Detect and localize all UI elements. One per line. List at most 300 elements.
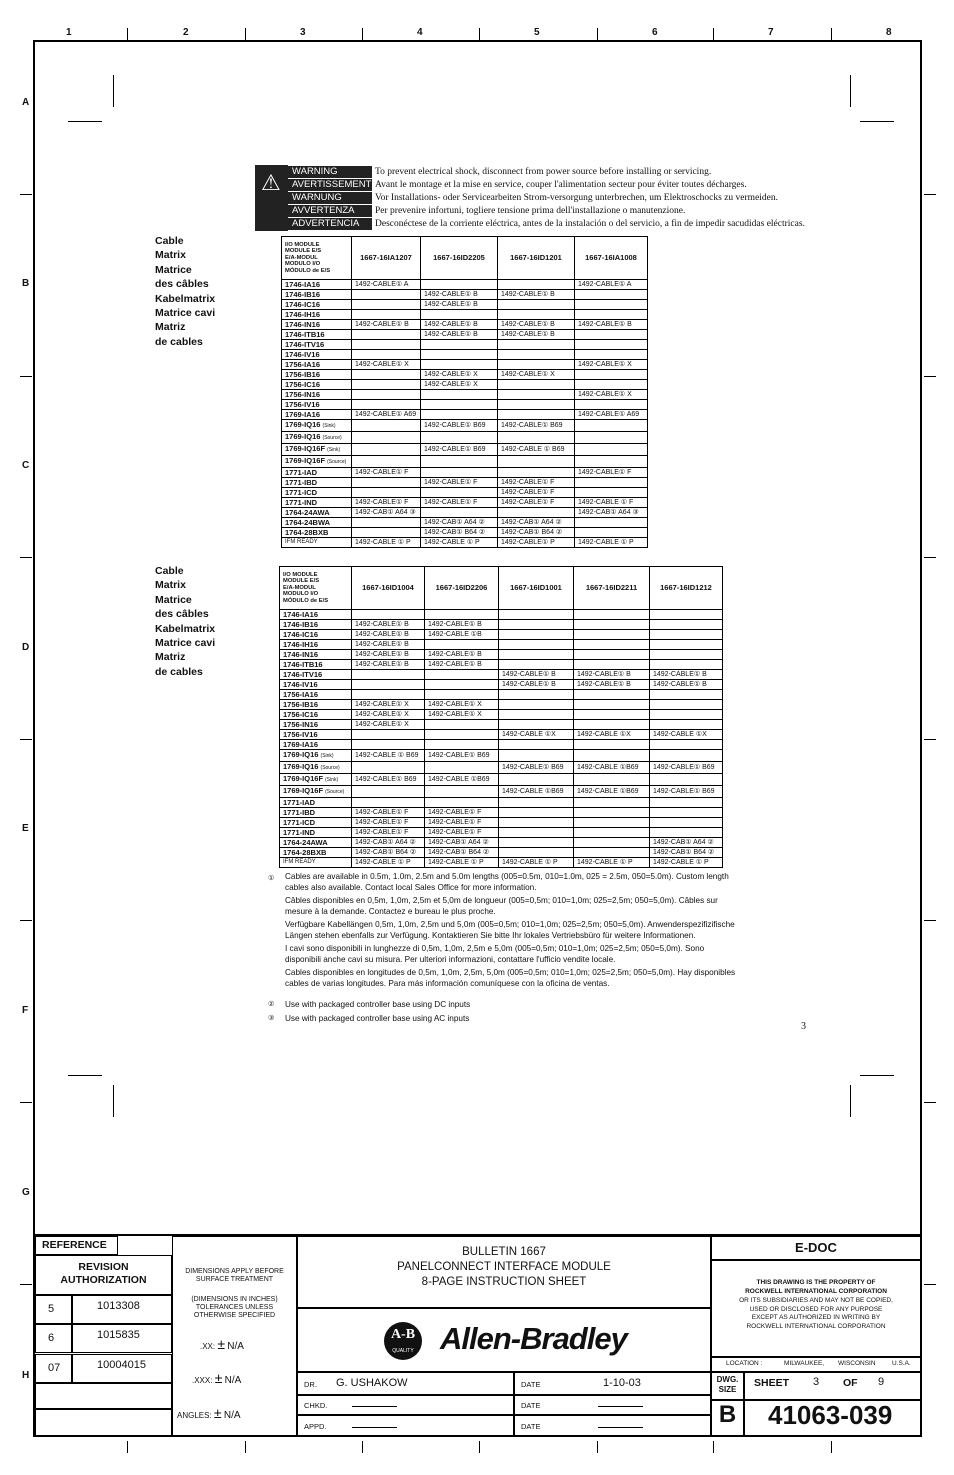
warning-label: WARNUNG bbox=[288, 192, 372, 204]
cable-matrix-table-2 bbox=[279, 566, 723, 868]
table-row-label: 1764-28BXB bbox=[282, 528, 352, 538]
table-cell bbox=[575, 310, 648, 320]
table-row-label: 1746-IH16 bbox=[280, 640, 352, 650]
table-cell: 1492-CABLE① B bbox=[421, 320, 498, 330]
table-cell bbox=[352, 670, 425, 680]
table-cell bbox=[352, 740, 425, 750]
sheet-total: 9 bbox=[878, 1376, 885, 1388]
zone-row-G: G bbox=[22, 1187, 30, 1198]
table-cell: 1492-CAB① A64 ③ bbox=[575, 508, 648, 518]
warning-row bbox=[288, 191, 778, 204]
table-cell bbox=[650, 630, 723, 640]
table-cell bbox=[352, 432, 421, 444]
table-cell bbox=[574, 710, 650, 720]
footnote-1-paragraph: I cavi sono disponibili in lunghezze di 0,5m, 1,0m, 2,5m e 5,0m (005=0,5m; 010=1,0m; 025=2,5m; 050=5,0m). Sono disponibili anche cavi su misura. Per ulteriori informazioni, contattare l'ufficio vendite locale. bbox=[285, 944, 705, 964]
revision-number: 07 bbox=[48, 1362, 61, 1374]
table-cell: 1492-CABLE ① P bbox=[352, 858, 425, 868]
table-row bbox=[280, 848, 723, 858]
warning-label: AVERTISSEMENT bbox=[288, 179, 372, 191]
chkd-label: CHKD. bbox=[304, 1401, 328, 1410]
footnote-1-paragraph: Cables are available in 0.5m, 1.0m, 2.5m and 5.0m lengths (005=0.5m, 010=1.0m, 025 = 2.5m, 050=5.0m). Custom length cables also available. Contact local Sales Office for more information. bbox=[285, 872, 729, 892]
table-cell bbox=[650, 808, 723, 818]
dimensions-note: DIMENSIONS APPLY BEFORE SURFACE TREATMENT bbox=[185, 1268, 284, 1283]
table-cell: 1492-CABLE① X bbox=[352, 360, 421, 370]
table-cell bbox=[575, 350, 648, 360]
footnote-1-paragraph: Câbles disponibles en 0,5m, 1,0m, 2,5m et 5,0m de longueur (005=0,5m; 010=1,0m; 025=2,5m; 050=5,0m). Câbles sur mesure à la demande. Contactez e bureau le plus proche. bbox=[285, 896, 718, 916]
table-row-label: 1769-IQ16 (Sink) bbox=[280, 750, 352, 762]
table-cell: 1492-CABLE① X bbox=[352, 700, 425, 710]
table-cell bbox=[421, 468, 498, 478]
table-cell bbox=[574, 700, 650, 710]
table-row-label: 1769-IQ16F (Source) bbox=[280, 786, 352, 798]
table-column-header: 1667-16IA1008 bbox=[575, 237, 648, 280]
table-cell bbox=[352, 420, 421, 432]
table-column-header: 1667-16ID1004 bbox=[352, 567, 425, 610]
table-row bbox=[280, 650, 723, 660]
table-row bbox=[280, 762, 723, 774]
dwg-size-label: DWG. SIZE bbox=[716, 1375, 739, 1394]
table-cell: 1492-CABLE① X bbox=[421, 380, 498, 390]
table-column-header: 1667-16IA1207 bbox=[352, 237, 421, 280]
table-cell bbox=[499, 838, 574, 848]
table-cell bbox=[352, 610, 425, 620]
table-cell bbox=[498, 468, 575, 478]
table-cell: 1492-CABLE① P bbox=[498, 538, 575, 548]
table-cell: 1492-CABLE① B bbox=[352, 660, 425, 670]
table-cell bbox=[352, 690, 425, 700]
table-row bbox=[280, 640, 723, 650]
table-row-label: 1746-ITB16 bbox=[282, 330, 352, 340]
table-row-label: 1764-24BWA bbox=[282, 518, 352, 528]
table-row-label: 1771-IND bbox=[280, 828, 352, 838]
table-cell bbox=[575, 400, 648, 410]
table-row bbox=[282, 370, 648, 380]
table-cell: 1492-CABLE① F bbox=[421, 498, 498, 508]
zone-column-1: 1 bbox=[66, 27, 72, 38]
table-row bbox=[280, 710, 723, 720]
table-cell bbox=[421, 410, 498, 420]
footnotes bbox=[268, 872, 738, 1027]
table-cell: 1492-CABLE① B69 bbox=[499, 762, 574, 774]
table-cell: 1492-CABLE① F bbox=[425, 808, 499, 818]
table-cell bbox=[352, 456, 421, 468]
table-cell bbox=[352, 330, 421, 340]
table-cell: 1492-CAB① B64 ② bbox=[421, 528, 498, 538]
table-cell: 1492-CABLE ①X bbox=[650, 730, 723, 740]
page-number: 3 bbox=[801, 1021, 806, 1032]
table-cell: 1492-CABLE ①B69 bbox=[425, 774, 499, 786]
table-cell bbox=[574, 750, 650, 762]
table-cell: 1492-CABLE① F bbox=[352, 808, 425, 818]
table-row-label: 1769-IA16 bbox=[280, 740, 352, 750]
table-cell: 1492-CABLE① B bbox=[650, 670, 723, 680]
table-row bbox=[280, 798, 723, 808]
table-cell bbox=[574, 838, 650, 848]
table-cell: 1492-CABLE① B bbox=[421, 330, 498, 340]
revision-authorization-label: REVISION AUTHORIZATION bbox=[60, 1261, 147, 1286]
zone-row-E: E bbox=[22, 823, 29, 834]
table-cell: 1492-CABLE① B bbox=[575, 320, 648, 330]
footnote-1-paragraph: Cables disponibles en longitudes de 0,5m, 1,0m, 2,5m, 5,0m (005=0,5m; 010=1,0m; 025=2,5m; 050=5,0m). Hay disponibles cables de varias longitudes. Para más información comuníquese con la oficina de ventas. bbox=[285, 968, 736, 988]
table-row-label: IFM READY bbox=[280, 858, 352, 868]
tol-angles-value: N/A bbox=[223, 1410, 241, 1421]
revision-authorization: 1013308 bbox=[97, 1300, 140, 1312]
date-label: DATE bbox=[521, 1422, 541, 1431]
table-cell bbox=[352, 350, 421, 360]
table-cell: 1492-CAB① B64 ② bbox=[352, 848, 425, 858]
table-cell: 1492-CABLE ① P bbox=[575, 538, 648, 548]
table-cell bbox=[421, 360, 498, 370]
table-cell bbox=[421, 432, 498, 444]
table-cell bbox=[352, 310, 421, 320]
table-cell: 1492-CABLE ① F bbox=[575, 498, 648, 508]
table-cell: 1492-CABLE① B bbox=[421, 300, 498, 310]
table-cell: 1492-CABLE① B69 bbox=[650, 786, 723, 798]
table-cell bbox=[575, 380, 648, 390]
table-cell bbox=[352, 444, 421, 456]
tol-xx-label: .XX: bbox=[200, 1342, 216, 1351]
table-cell bbox=[498, 340, 575, 350]
zone-column-6: 6 bbox=[652, 27, 658, 38]
table-cell: 1492-CAB① A64 ② bbox=[650, 838, 723, 848]
table-cell: 1492-CABLE① F bbox=[352, 468, 421, 478]
table-cell bbox=[650, 740, 723, 750]
table-cell bbox=[650, 828, 723, 838]
table-cell bbox=[574, 650, 650, 660]
table-row-label: 1756-IN16 bbox=[280, 720, 352, 730]
table-row-label: 1769-IQ16F (Source) bbox=[282, 456, 352, 468]
table-row bbox=[282, 538, 648, 548]
zone-row-B: B bbox=[22, 278, 30, 289]
table-cell bbox=[425, 786, 499, 798]
table-cell bbox=[425, 610, 499, 620]
table-header-io-module: I/O MODULE MODULE E/S E/A-MODUL MODULO I/O MÓDULO de E/S bbox=[282, 237, 352, 280]
dr-label: DR. bbox=[304, 1380, 317, 1389]
dwg-size-value: B bbox=[718, 1401, 737, 1428]
table-cell bbox=[352, 786, 425, 798]
table-column-header: 1667-16ID2211 bbox=[574, 567, 650, 610]
table-cell bbox=[650, 720, 723, 730]
table-row-label: 1771-IAD bbox=[282, 468, 352, 478]
table-cell bbox=[352, 400, 421, 410]
table-cell: 1492-CABLE ①X bbox=[499, 730, 574, 740]
table-cell: 1492-CAB① B64 ② bbox=[425, 848, 499, 858]
table-cell: 1492-CABLE① B bbox=[499, 680, 574, 690]
zone-column-7: 7 bbox=[768, 27, 774, 38]
table-cell: 1492-CABLE① F bbox=[352, 828, 425, 838]
location-label: LOCATION : bbox=[726, 1360, 763, 1367]
table-cell bbox=[499, 750, 574, 762]
table-row bbox=[282, 498, 648, 508]
table-cell bbox=[498, 400, 575, 410]
table-cell: 1492-CABLE① X bbox=[352, 710, 425, 720]
table-cell bbox=[425, 762, 499, 774]
footnote-1-paragraph: Verfügbare Kabellängen 0,5m, 1,0m, 2,5m und 5,0m (005=0,5m; 010=1,0m; 025=2,5m; 050=5,0m). Anwenderspezifizifische Längen stehen ebenfalls zur Verfügung. Kontaktieren Sie bitte Ihr lokales Vertriebsbüro für weitere Informationen. bbox=[285, 920, 735, 940]
table-row-label: 1769-IA16 bbox=[282, 410, 352, 420]
table-row-label: 1746-IV16 bbox=[282, 350, 352, 360]
table-cell bbox=[650, 620, 723, 630]
table-cell: 1492-CABLE ①B69 bbox=[499, 786, 574, 798]
table-cell bbox=[352, 528, 421, 538]
table-row-label: 1746-ITV16 bbox=[280, 670, 352, 680]
table-row bbox=[282, 360, 648, 370]
table-column-header: 1667-16ID1201 bbox=[498, 237, 575, 280]
table-cell: 1492-CABLE① A bbox=[352, 280, 421, 290]
table-cell bbox=[498, 410, 575, 420]
table-row-label: 1764-24AWA bbox=[280, 838, 352, 848]
table-cell bbox=[575, 290, 648, 300]
table-cell bbox=[575, 488, 648, 498]
table-cell bbox=[352, 518, 421, 528]
table-row bbox=[280, 630, 723, 640]
property-notice-bold: THIS DRAWING IS THE PROPERTY OF ROCKWELL INTERNATIONAL CORPORATION bbox=[745, 1279, 887, 1295]
table-cell bbox=[650, 750, 723, 762]
table-cell: 1492-CABLE① B69 bbox=[421, 420, 498, 432]
table-cell bbox=[574, 660, 650, 670]
table-cell: 1492-CABLE① B bbox=[352, 640, 425, 650]
edoc-label: E-DOC bbox=[795, 1240, 837, 1255]
table-cell: 1492-CAB① B64 ② bbox=[498, 528, 575, 538]
table-cell: 1492-CABLE① A69 bbox=[575, 410, 648, 420]
table-cell bbox=[498, 432, 575, 444]
table-row-label: 1746-IN16 bbox=[282, 320, 352, 330]
table-cell bbox=[498, 380, 575, 390]
tol-xxx-label: .XXX: bbox=[192, 1376, 213, 1385]
table-row bbox=[282, 350, 648, 360]
table-cell bbox=[425, 640, 499, 650]
table-cell bbox=[499, 650, 574, 660]
table-row-label: 1746-IB16 bbox=[282, 290, 352, 300]
table-cell bbox=[650, 640, 723, 650]
table-cell bbox=[575, 370, 648, 380]
table-cell: 1492-CABLE① X bbox=[425, 710, 499, 720]
table-row bbox=[282, 340, 648, 350]
plus-minus-icon: ± bbox=[214, 1370, 223, 1386]
zone-row-F: F bbox=[22, 1005, 29, 1016]
table-row bbox=[280, 750, 723, 762]
warning-text: Per prevenire infortuni, togliere tensione prima dell'installazione o manutenzione. bbox=[375, 205, 686, 216]
table-cell bbox=[575, 432, 648, 444]
table-cell: 1492-CABLE① B69 bbox=[650, 762, 723, 774]
table-cell bbox=[575, 528, 648, 538]
table-row bbox=[280, 700, 723, 710]
table-cell bbox=[498, 280, 575, 290]
table-cell bbox=[425, 690, 499, 700]
table-cell bbox=[575, 340, 648, 350]
revision-authorization: 10004015 bbox=[97, 1359, 146, 1371]
table-row bbox=[282, 468, 648, 478]
table-cell bbox=[574, 720, 650, 730]
table-cell bbox=[650, 660, 723, 670]
table-cell bbox=[574, 848, 650, 858]
bulletin-line-1: BULLETIN 1667 bbox=[462, 1246, 546, 1258]
table-row bbox=[282, 330, 648, 340]
table-cell bbox=[421, 350, 498, 360]
table-cell bbox=[498, 350, 575, 360]
sheet-number: 3 bbox=[813, 1376, 820, 1388]
table-cell: 1492-CABLE ① P bbox=[421, 538, 498, 548]
table-cell: 1492-CABLE① B bbox=[574, 670, 650, 680]
zone-row-H: H bbox=[22, 1370, 30, 1381]
table-cell bbox=[650, 710, 723, 720]
table-row-label: 1746-IV16 bbox=[280, 680, 352, 690]
cable-matrix-table-1 bbox=[281, 236, 648, 548]
table-row bbox=[282, 456, 648, 468]
table-cell: 1492-CABLE① B bbox=[425, 650, 499, 660]
tol-xx-value: N/A bbox=[227, 1341, 244, 1352]
table-cell: 1492-CABLE① B bbox=[574, 680, 650, 690]
table-cell bbox=[650, 798, 723, 808]
table-row bbox=[282, 488, 648, 498]
table-cell bbox=[499, 818, 574, 828]
table-cell: 1492-CABLE① X bbox=[421, 370, 498, 380]
table-cell bbox=[575, 478, 648, 488]
warning-icon: ⚠ bbox=[255, 165, 288, 231]
table-row-label: 1769-IQ16 (Source) bbox=[280, 762, 352, 774]
table-cell bbox=[499, 700, 574, 710]
tol-xxx-value: N/A bbox=[224, 1375, 242, 1386]
table-cell bbox=[352, 680, 425, 690]
table-cell bbox=[352, 370, 421, 380]
table-cell bbox=[352, 762, 425, 774]
table-row bbox=[280, 660, 723, 670]
date-label: DATE bbox=[521, 1401, 541, 1410]
tolerances-note: (DIMENSIONS IN INCHES) TOLERANCES UNLESS OTHERWISE SPECIFIED bbox=[191, 1296, 278, 1319]
table-cell: 1492-CABLE① F bbox=[498, 498, 575, 508]
table-row-label: 1756-IC16 bbox=[282, 380, 352, 390]
table-cell: 1492-CABLE ① P bbox=[499, 858, 574, 868]
table-cell: 1492-CABLE ①B bbox=[425, 630, 499, 640]
table-cell: 1492-CABLE ① P bbox=[574, 858, 650, 868]
table-row bbox=[280, 690, 723, 700]
table-cell: 1492-CABLE ① P bbox=[352, 538, 421, 548]
zone-column-8: 8 bbox=[886, 27, 892, 38]
table-cell bbox=[575, 300, 648, 310]
table-cell bbox=[352, 290, 421, 300]
table-cell: 1492-CABLE① F bbox=[498, 478, 575, 488]
table-cell: 1492-CABLE① B69 bbox=[421, 444, 498, 456]
table-cell bbox=[425, 740, 499, 750]
table-cell: 1492-CABLE① B bbox=[498, 290, 575, 300]
table-row-label: 1746-IA16 bbox=[282, 280, 352, 290]
table-cell: 1492-CABLE① F bbox=[421, 478, 498, 488]
table-cell: 1492-CABLE① B bbox=[498, 330, 575, 340]
date-value: 1-10-03 bbox=[603, 1377, 641, 1389]
property-notice: OR ITS SUBSIDIARIES AND MAY NOT BE COPIED, USED OR DISCLOSED FOR ANY PURPOSE EXCEPT AS AUTHORIZED IN WRITING BY ROCKWELL INTERNATIONAL CORPORATION bbox=[739, 1297, 893, 1330]
table-cell bbox=[352, 730, 425, 740]
table-row bbox=[280, 740, 723, 750]
table-cell bbox=[421, 400, 498, 410]
table-row bbox=[282, 410, 648, 420]
location-city: MILWAUKEE, bbox=[784, 1360, 825, 1367]
table-row-label: 1769-IQ16F (Sink) bbox=[282, 444, 352, 456]
table-row-label: 1771-IND bbox=[282, 498, 352, 508]
table-column-header: 1667-16ID1212 bbox=[650, 567, 723, 610]
table-cell: 1492-CABLE① B69 bbox=[352, 774, 425, 786]
table-cell bbox=[574, 808, 650, 818]
table-cell bbox=[421, 456, 498, 468]
table-cell bbox=[352, 798, 425, 808]
table-row-label: 1769-IQ16 (Sink) bbox=[282, 420, 352, 432]
table-column-header: 1667-16ID1001 bbox=[499, 567, 574, 610]
table-cell bbox=[499, 848, 574, 858]
of-label: OF bbox=[843, 1377, 858, 1389]
table-cell bbox=[650, 774, 723, 786]
table-cell: 1492-CAB① B64 ② bbox=[650, 848, 723, 858]
table-cell: 1492-CABLE ①B69 bbox=[574, 762, 650, 774]
table-cell: 1492-CABLE ① P bbox=[425, 858, 499, 868]
table-cell: 1492-CABLE① B bbox=[352, 320, 421, 330]
table-cell bbox=[574, 630, 650, 640]
table-row bbox=[282, 390, 648, 400]
warning-row bbox=[288, 178, 747, 191]
table-row bbox=[282, 444, 648, 456]
table-cell bbox=[421, 508, 498, 518]
table-cell bbox=[498, 360, 575, 370]
table-row bbox=[280, 858, 723, 868]
table-row-label: 1764-24AWA bbox=[282, 508, 352, 518]
table-cell bbox=[574, 818, 650, 828]
table-cell bbox=[421, 280, 498, 290]
drawn-by: G. USHAKOW bbox=[336, 1377, 408, 1389]
bulletin-line-2: PANELCONNECT INTERFACE MODULE bbox=[397, 1261, 611, 1273]
table-row-label: 1746-IB16 bbox=[280, 620, 352, 630]
table-cell bbox=[499, 808, 574, 818]
table-row bbox=[280, 610, 723, 620]
brand-name: Allen-Bradley bbox=[440, 1321, 627, 1356]
table-cell bbox=[425, 670, 499, 680]
table-cell bbox=[499, 720, 574, 730]
table-row-label: 1756-IA16 bbox=[280, 690, 352, 700]
table-cell: 1492-CABLE① B bbox=[498, 320, 575, 330]
table-row bbox=[282, 380, 648, 390]
table-cell bbox=[421, 488, 498, 498]
zone-row-D: D bbox=[22, 642, 30, 653]
table-cell: 1492-CABLE① B bbox=[425, 660, 499, 670]
table-cell bbox=[499, 740, 574, 750]
footnote-2: Use with packaged controller base using DC inputs bbox=[285, 1000, 471, 1009]
footnote-3-mark: ③ bbox=[268, 1014, 275, 1022]
table-cell: 1492-CAB① A64 ③ bbox=[352, 508, 421, 518]
table-row bbox=[280, 808, 723, 818]
location-country: U.S.A. bbox=[892, 1360, 911, 1367]
table-cell bbox=[499, 610, 574, 620]
table-row-label: 1746-IC16 bbox=[280, 630, 352, 640]
table-row bbox=[282, 518, 648, 528]
appd-label: APPD. bbox=[304, 1422, 327, 1431]
allen-bradley-logo-icon: A-B QUALITY bbox=[384, 1322, 422, 1360]
table-cell: 1492-CABLE① B bbox=[352, 650, 425, 660]
table-cell: 1492-CABLE① F bbox=[425, 818, 499, 828]
table-row bbox=[282, 280, 648, 290]
table-cell: 1492-CABLE ① P bbox=[650, 858, 723, 868]
table-cell: 1492-CAB① A64 ② bbox=[421, 518, 498, 528]
date-label: DATE bbox=[521, 1380, 541, 1389]
table-cell bbox=[650, 818, 723, 828]
table-cell bbox=[650, 610, 723, 620]
table-cell: 1492-CABLE① X bbox=[352, 720, 425, 730]
warning-row bbox=[288, 217, 805, 230]
table-row bbox=[282, 478, 648, 488]
table-cell bbox=[425, 720, 499, 730]
table1-title: Cable Matrix Matrice des câbles Kabelmatrix Matrice cavi Matriz de cables bbox=[155, 235, 216, 348]
table-row-label: 1769-IQ16 (Source) bbox=[282, 432, 352, 444]
table-row-label: 1746-ITV16 bbox=[282, 340, 352, 350]
table-cell: 1492-CABLE① A bbox=[575, 280, 648, 290]
table-row bbox=[282, 290, 648, 300]
warning-label: ADVERTENCIA bbox=[288, 218, 372, 230]
table-cell bbox=[421, 340, 498, 350]
